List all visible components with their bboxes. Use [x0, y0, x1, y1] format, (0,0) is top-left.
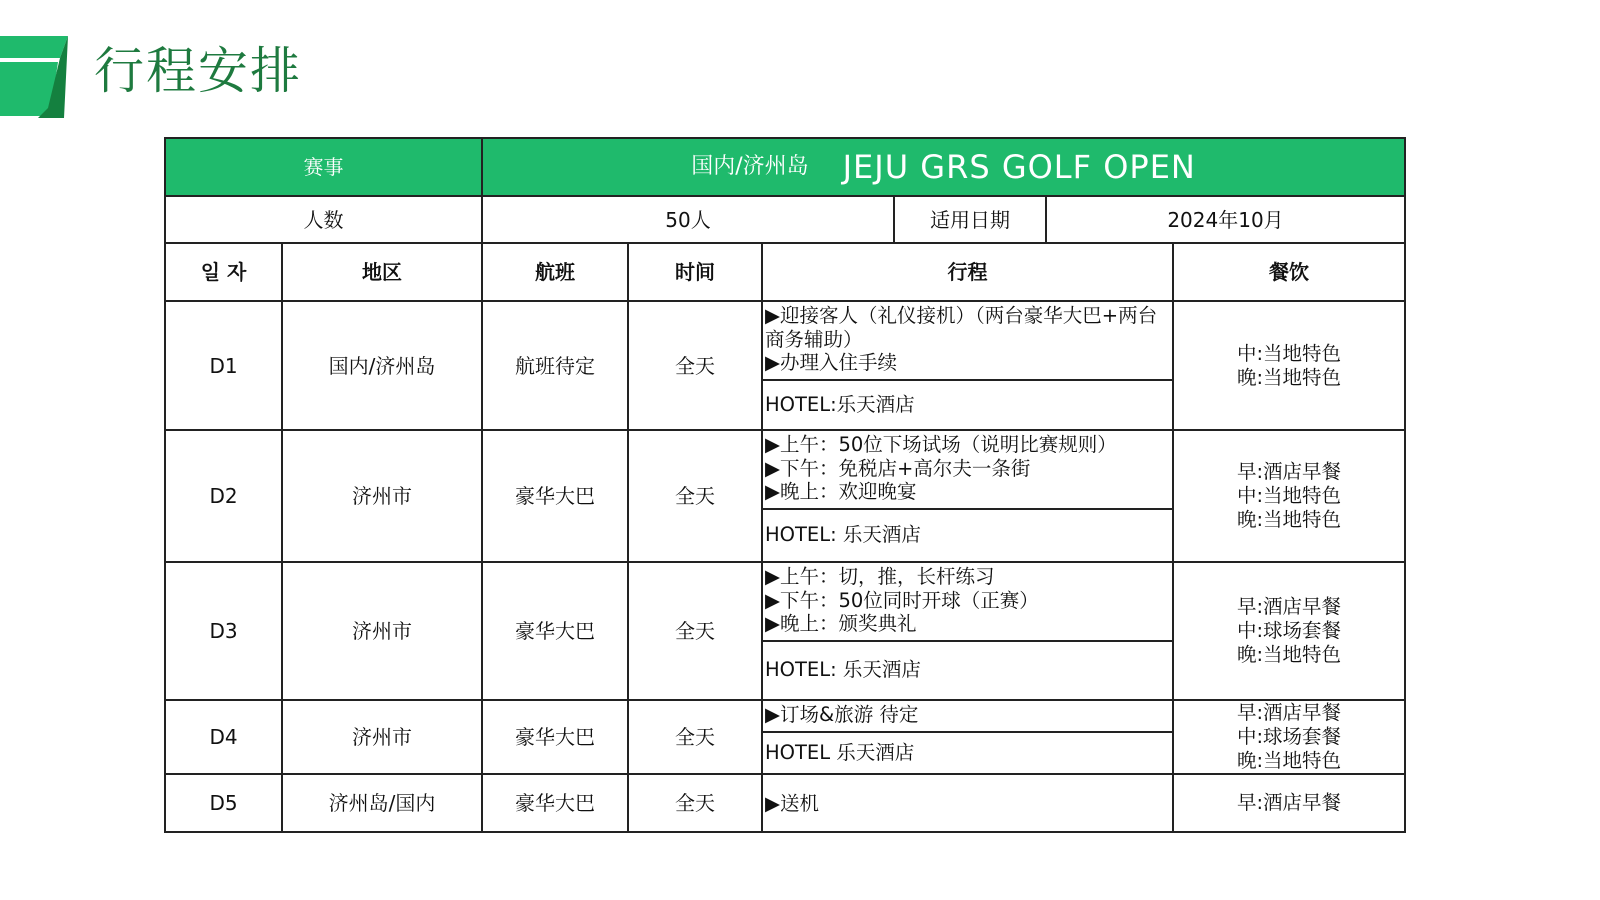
date-label: 适用日期 [894, 196, 1046, 243]
meals-cell [1173, 774, 1405, 832]
flight-cell: 豪华大巴 [482, 562, 628, 700]
meal-item: 中:球场套餐 [1236, 619, 1342, 642]
schedule-item: ▶上午：50位下场试场（说明比赛规则） [765, 433, 1117, 456]
schedule-item: ▶送机 [765, 791, 819, 815]
meal-item: 晚:当地特色 [1236, 365, 1342, 389]
region-cell: 济州市 [282, 562, 482, 700]
day-cell: D5 [165, 774, 282, 832]
page-title: 行程安排 [94, 42, 302, 100]
day-cell: D1 [165, 301, 282, 430]
event-region: 国内/济州岛 [691, 154, 809, 179]
schedule-item: ▶上午：切，推，长杆练习 [765, 565, 995, 588]
flight-cell: 航班待定 [482, 301, 628, 430]
header-time: 时间 [628, 243, 762, 301]
people-value: 50人 [482, 196, 894, 243]
hotel-label: HOTEL 乐天酒店 [765, 740, 915, 764]
time-cell: 全天 [628, 774, 762, 832]
schedule-items [763, 563, 1172, 642]
schedule-item: ▶办理入住手续 [765, 351, 897, 374]
schedule-items [763, 701, 1172, 733]
hotel-label: HOTEL: 乐天酒店 [765, 658, 921, 682]
meal-item: 早:酒店早餐 [1236, 460, 1342, 483]
region-cell: 国内/济州岛 [282, 301, 482, 430]
event-name: JEJU GRS GOLF OPEN [842, 148, 1196, 186]
flight-cell: 豪华大巴 [482, 430, 628, 562]
schedule-items [763, 431, 1172, 510]
schedule-item: ▶订场&旅游 待定 [765, 703, 919, 726]
meals-cell [1173, 562, 1405, 700]
hotel-label: HOTEL: 乐天酒店 [765, 523, 921, 547]
meal-item: 晚:当地特色 [1236, 508, 1342, 531]
schedule-cell [762, 774, 1173, 832]
header-flight: 航班 [482, 243, 628, 301]
event-cell [482, 138, 1405, 196]
schedule-items [763, 302, 1172, 381]
title-accent-bar [0, 36, 80, 118]
region-cell: 济州岛/国内 [282, 774, 482, 832]
meals-cell [1173, 301, 1405, 430]
schedule-item: ▶迎接客人（礼仪接机）（两台豪华大巴+两台商务辅助） [765, 304, 1158, 351]
schedule-item: ▶晚上：颁奖典礼 [765, 612, 917, 635]
meal-item: 早:酒店早餐 [1236, 595, 1342, 618]
header-schedule: 行程 [762, 243, 1173, 301]
table-row [165, 562, 1405, 700]
time-cell: 全天 [628, 700, 762, 774]
schedule-cell [762, 430, 1173, 562]
header-day: 일 자 [165, 243, 282, 301]
table-row [165, 430, 1405, 562]
schedule-cell [762, 700, 1173, 774]
time-cell: 全天 [628, 562, 762, 700]
date-value: 2024年10月 [1046, 196, 1405, 243]
day-cell: D2 [165, 430, 282, 562]
meal-item: 晚:当地特色 [1236, 643, 1342, 666]
event-label: 赛事 [165, 138, 482, 196]
schedule-item: ▶下午：50位同时开球（正赛） [765, 588, 1039, 612]
info-row [165, 196, 1405, 243]
region-cell: 济州市 [282, 700, 482, 774]
day-cell: D3 [165, 562, 282, 700]
meal-item: 中:当地特色 [1236, 341, 1342, 365]
table-row [165, 700, 1405, 774]
flight-cell: 豪华大巴 [482, 774, 628, 832]
meals-cell [1173, 700, 1405, 774]
flight-cell: 豪华大巴 [482, 700, 628, 774]
schedule-item: ▶下午：免税店+高尔夫一条街 [765, 456, 1031, 480]
day-cell: D4 [165, 700, 282, 774]
header-meals: 餐饮 [1173, 243, 1405, 301]
header-region: 地区 [282, 243, 482, 301]
table-row [165, 301, 1405, 430]
time-cell: 全天 [628, 430, 762, 562]
itinerary-table [164, 137, 1406, 833]
region-cell: 济州市 [282, 430, 482, 562]
meal-item: 早:酒店早餐 [1236, 701, 1342, 724]
schedule-cell [762, 301, 1173, 430]
meal-item: 中:球场套餐 [1236, 725, 1342, 748]
meals-cell [1173, 430, 1405, 562]
table-row [165, 774, 1405, 832]
schedule-item: ▶晚上：欢迎晚宴 [765, 480, 917, 503]
hotel-label: HOTEL:乐天酒店 [765, 392, 915, 416]
people-label: 人数 [165, 196, 482, 243]
meal-item: 早:酒店早餐 [1236, 791, 1342, 814]
meal-item: 晚:当地特色 [1236, 749, 1342, 772]
event-row [165, 138, 1405, 196]
schedule-cell [762, 562, 1173, 700]
meal-item: 中:当地特色 [1236, 484, 1342, 507]
time-cell: 全天 [628, 301, 762, 430]
header-row [165, 243, 1405, 301]
